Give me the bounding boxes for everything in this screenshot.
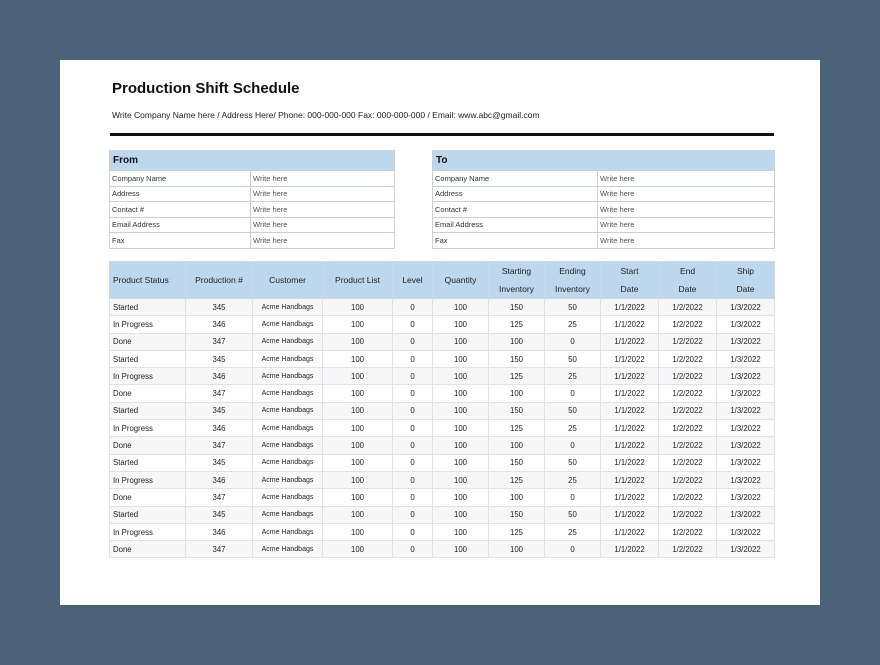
table-cell: 347 <box>186 489 253 506</box>
table-cell: 25 <box>545 471 601 488</box>
from-row <box>110 202 395 218</box>
table-cell: 0 <box>393 454 433 471</box>
table-cell: 0 <box>545 489 601 506</box>
table-cell: 125 <box>489 523 545 540</box>
table-row <box>110 402 775 419</box>
table-cell: 1/3/2022 <box>717 333 775 350</box>
column-header <box>659 262 717 299</box>
table-cell: 25 <box>545 523 601 540</box>
to-field-label: Address <box>433 186 598 202</box>
table-cell: 100 <box>433 523 489 540</box>
column-header <box>110 262 186 299</box>
table-cell: 346 <box>186 420 253 437</box>
table-cell: 150 <box>489 350 545 367</box>
table-cell: 100 <box>323 489 393 506</box>
column-header-line: Quantity <box>444 275 477 285</box>
table-cell: 346 <box>186 316 253 333</box>
column-header-line: End <box>679 266 696 276</box>
table-cell: Acme Handbags <box>253 506 323 523</box>
table-cell: 1/3/2022 <box>717 316 775 333</box>
table-cell: Acme Handbags <box>253 385 323 402</box>
column-header-line: Production # <box>195 275 243 285</box>
table-cell: 345 <box>186 299 253 316</box>
table-cell: 345 <box>186 350 253 367</box>
table-cell: 1/3/2022 <box>717 385 775 402</box>
table-cell: Done <box>110 385 186 402</box>
from-field-label: Fax <box>110 233 251 249</box>
table-cell: 1/1/2022 <box>601 333 659 350</box>
table-cell: Acme Handbags <box>253 471 323 488</box>
table-cell: 0 <box>393 471 433 488</box>
table-cell: Started <box>110 454 186 471</box>
column-header-line: Ending <box>559 266 586 276</box>
table-cell: 1/1/2022 <box>601 454 659 471</box>
table-row <box>110 523 775 540</box>
table-cell: 150 <box>489 506 545 523</box>
table-cell: 0 <box>393 316 433 333</box>
table-cell: 100 <box>489 333 545 350</box>
table-cell: Acme Handbags <box>253 333 323 350</box>
table-cell: 1/1/2022 <box>601 437 659 454</box>
column-header <box>186 262 253 299</box>
table-cell: 1/1/2022 <box>601 385 659 402</box>
table-cell: 0 <box>545 333 601 350</box>
table-cell: 346 <box>186 368 253 385</box>
table-cell: 50 <box>545 402 601 419</box>
table-row <box>110 368 775 385</box>
table-cell: 1/1/2022 <box>601 541 659 558</box>
table-cell: 100 <box>489 385 545 402</box>
table-cell: 100 <box>433 350 489 367</box>
from-row <box>110 171 395 187</box>
table-cell: 100 <box>323 437 393 454</box>
column-header-line: Product Status <box>113 275 169 285</box>
table-cell: 347 <box>186 541 253 558</box>
table-cell: Acme Handbags <box>253 523 323 540</box>
table-cell: 1/1/2022 <box>601 489 659 506</box>
table-cell: 0 <box>393 506 433 523</box>
table-cell: 100 <box>433 402 489 419</box>
table-cell: 100 <box>323 471 393 488</box>
table-cell: 100 <box>323 368 393 385</box>
to-field-value: Write here <box>598 171 775 187</box>
column-header <box>545 262 601 299</box>
table-cell: Started <box>110 506 186 523</box>
table-cell: Acme Handbags <box>253 420 323 437</box>
table-cell: 100 <box>433 368 489 385</box>
table-cell: 1/3/2022 <box>717 299 775 316</box>
table-cell: 125 <box>489 316 545 333</box>
to-row <box>433 233 775 249</box>
to-field-label: Fax <box>433 233 598 249</box>
table-cell: Acme Handbags <box>253 350 323 367</box>
document-sheet <box>60 60 820 605</box>
table-cell: 0 <box>393 402 433 419</box>
table-cell: In Progress <box>110 368 186 385</box>
table-cell: 125 <box>489 471 545 488</box>
table-cell: Started <box>110 402 186 419</box>
from-field-label: Contact # <box>110 202 251 218</box>
table-cell: 1/2/2022 <box>659 316 717 333</box>
table-cell: 1/1/2022 <box>601 420 659 437</box>
from-field-label: Email Address <box>110 217 251 233</box>
table-row <box>110 454 775 471</box>
title-divider <box>110 133 774 136</box>
table-cell: 1/1/2022 <box>601 506 659 523</box>
table-cell: 1/2/2022 <box>659 471 717 488</box>
table-cell: 100 <box>323 541 393 558</box>
table-cell: 100 <box>323 523 393 540</box>
table-cell: 1/3/2022 <box>717 506 775 523</box>
table-row <box>110 437 775 454</box>
table-cell: 100 <box>433 299 489 316</box>
table-cell: 1/1/2022 <box>601 471 659 488</box>
table-cell: 0 <box>545 541 601 558</box>
table-cell: 1/3/2022 <box>717 420 775 437</box>
table-cell: 0 <box>393 368 433 385</box>
table-cell: 346 <box>186 523 253 540</box>
table-cell: 100 <box>323 350 393 367</box>
table-cell: 100 <box>433 437 489 454</box>
table-cell: 50 <box>545 454 601 471</box>
table-cell: Done <box>110 437 186 454</box>
table-cell: 100 <box>489 541 545 558</box>
table-cell: 1/3/2022 <box>717 471 775 488</box>
table-cell: 100 <box>323 454 393 471</box>
table-row <box>110 489 775 506</box>
column-header <box>717 262 775 299</box>
column-header-line: Starting <box>501 266 532 276</box>
table-cell: 345 <box>186 454 253 471</box>
table-cell: Done <box>110 333 186 350</box>
table-cell: 1/1/2022 <box>601 299 659 316</box>
table-cell: Acme Handbags <box>253 541 323 558</box>
table-cell: Started <box>110 350 186 367</box>
to-field-value: Write here <box>598 233 775 249</box>
table-cell: 1/3/2022 <box>717 489 775 506</box>
table-cell: 100 <box>433 385 489 402</box>
table-cell: Acme Handbags <box>253 299 323 316</box>
from-heading: From <box>110 151 395 171</box>
table-cell: 0 <box>393 489 433 506</box>
table-cell: 25 <box>545 368 601 385</box>
table-cell: Acme Handbags <box>253 454 323 471</box>
table-cell: In Progress <box>110 316 186 333</box>
table-cell: 100 <box>323 506 393 523</box>
table-cell: 346 <box>186 471 253 488</box>
table-cell: 1/2/2022 <box>659 368 717 385</box>
table-row <box>110 541 775 558</box>
table-cell: 100 <box>323 385 393 402</box>
from-field-value: Write here <box>251 171 395 187</box>
table-cell: 1/2/2022 <box>659 489 717 506</box>
table-cell: 100 <box>433 489 489 506</box>
table-cell: 50 <box>545 350 601 367</box>
table-cell: 1/3/2022 <box>717 402 775 419</box>
from-row <box>110 233 395 249</box>
table-cell: 1/3/2022 <box>717 454 775 471</box>
table-cell: 1/3/2022 <box>717 350 775 367</box>
table-cell: 125 <box>489 420 545 437</box>
column-header-line: Level <box>402 275 423 285</box>
from-table <box>109 150 395 249</box>
table-cell: 0 <box>393 523 433 540</box>
table-cell: 50 <box>545 299 601 316</box>
table-cell: 100 <box>489 489 545 506</box>
table-cell: Acme Handbags <box>253 402 323 419</box>
column-header <box>323 262 393 299</box>
column-header-line: Date <box>678 284 697 294</box>
table-cell: In Progress <box>110 420 186 437</box>
table-cell: Acme Handbags <box>253 368 323 385</box>
table-cell: 1/2/2022 <box>659 541 717 558</box>
table-cell: 1/3/2022 <box>717 368 775 385</box>
table-cell: 100 <box>323 316 393 333</box>
table-cell: 50 <box>545 506 601 523</box>
table-cell: 1/2/2022 <box>659 350 717 367</box>
to-field-label: Contact # <box>433 202 598 218</box>
table-cell: 0 <box>393 437 433 454</box>
table-cell: 100 <box>323 402 393 419</box>
table-cell: 1/2/2022 <box>659 385 717 402</box>
table-cell: 1/2/2022 <box>659 523 717 540</box>
table-cell: 1/1/2022 <box>601 350 659 367</box>
table-cell: 1/1/2022 <box>601 368 659 385</box>
table-cell: 0 <box>545 437 601 454</box>
column-header <box>433 262 489 299</box>
table-cell: 25 <box>545 420 601 437</box>
table-cell: 347 <box>186 385 253 402</box>
to-field-value: Write here <box>598 202 775 218</box>
column-header <box>601 262 659 299</box>
table-cell: 1/2/2022 <box>659 402 717 419</box>
table-cell: Done <box>110 489 186 506</box>
table-cell: 1/2/2022 <box>659 333 717 350</box>
table-cell: 100 <box>323 420 393 437</box>
column-header <box>393 262 433 299</box>
table-cell: 1/2/2022 <box>659 437 717 454</box>
column-header-line: Inventory <box>555 284 590 294</box>
table-cell: 150 <box>489 299 545 316</box>
from-field-label: Address <box>110 186 251 202</box>
table-cell: 0 <box>393 420 433 437</box>
to-row <box>433 202 775 218</box>
table-cell: 0 <box>393 333 433 350</box>
schedule-table <box>109 261 775 558</box>
table-cell: 100 <box>433 454 489 471</box>
table-cell: 345 <box>186 506 253 523</box>
table-cell: 100 <box>433 316 489 333</box>
from-field-value: Write here <box>251 186 395 202</box>
table-row <box>110 316 775 333</box>
column-header-line: Date <box>620 284 639 294</box>
table-cell: 1/2/2022 <box>659 454 717 471</box>
to-field-value: Write here <box>598 217 775 233</box>
table-cell: 150 <box>489 402 545 419</box>
table-row <box>110 333 775 350</box>
table-cell: 125 <box>489 368 545 385</box>
table-cell: 100 <box>433 541 489 558</box>
table-cell: 100 <box>433 333 489 350</box>
table-cell: 100 <box>323 333 393 350</box>
company-info-line: Write Company Name here / Address Here/ Phone: 000-000-000 Fax: 000-000-000 / Email: www.abc@gmail.com <box>112 110 540 120</box>
table-cell: 100 <box>323 299 393 316</box>
to-field-value: Write here <box>598 186 775 202</box>
table-cell: 1/2/2022 <box>659 299 717 316</box>
table-row <box>110 299 775 316</box>
to-heading: To <box>433 151 775 171</box>
table-cell: Acme Handbags <box>253 437 323 454</box>
table-cell: 100 <box>433 506 489 523</box>
column-header <box>489 262 545 299</box>
table-row <box>110 506 775 523</box>
to-row <box>433 171 775 187</box>
table-cell: 0 <box>393 350 433 367</box>
table-row <box>110 471 775 488</box>
table-cell: 1/1/2022 <box>601 316 659 333</box>
table-cell: 1/1/2022 <box>601 523 659 540</box>
from-field-value: Write here <box>251 233 395 249</box>
table-cell: 1/3/2022 <box>717 437 775 454</box>
column-header-line: Inventory <box>499 284 534 294</box>
column-header-line: Date <box>736 284 755 294</box>
table-cell: 0 <box>393 299 433 316</box>
table-cell: 100 <box>433 471 489 488</box>
table-cell: 0 <box>545 385 601 402</box>
column-header-line: Customer <box>269 275 306 285</box>
table-cell: 25 <box>545 316 601 333</box>
column-header-line: Product List <box>335 275 380 285</box>
to-row <box>433 217 775 233</box>
table-cell: 100 <box>489 437 545 454</box>
table-row <box>110 385 775 402</box>
to-table <box>432 150 775 249</box>
table-row <box>110 350 775 367</box>
table-cell: 0 <box>393 541 433 558</box>
table-cell: 347 <box>186 333 253 350</box>
table-cell: 345 <box>186 402 253 419</box>
column-header-line: Ship <box>736 266 754 276</box>
to-field-label: Company Name <box>433 171 598 187</box>
table-cell: Acme Handbags <box>253 489 323 506</box>
table-cell: 1/1/2022 <box>601 402 659 419</box>
table-cell: 1/3/2022 <box>717 523 775 540</box>
table-cell: Acme Handbags <box>253 316 323 333</box>
table-cell: 1/2/2022 <box>659 506 717 523</box>
to-row <box>433 186 775 202</box>
table-cell: Done <box>110 541 186 558</box>
from-field-value: Write here <box>251 202 395 218</box>
from-field-label: Company Name <box>110 171 251 187</box>
table-cell: 100 <box>433 420 489 437</box>
table-cell: In Progress <box>110 523 186 540</box>
to-field-label: Email Address <box>433 217 598 233</box>
column-header-line: Start <box>620 266 639 276</box>
table-cell: 1/2/2022 <box>659 420 717 437</box>
table-cell: 150 <box>489 454 545 471</box>
table-cell: Started <box>110 299 186 316</box>
table-row <box>110 420 775 437</box>
from-row <box>110 217 395 233</box>
table-cell: 1/3/2022 <box>717 541 775 558</box>
table-cell: In Progress <box>110 471 186 488</box>
table-cell: 0 <box>393 385 433 402</box>
from-field-value: Write here <box>251 217 395 233</box>
from-row <box>110 186 395 202</box>
page-title: Production Shift Schedule <box>112 80 300 97</box>
table-cell: 347 <box>186 437 253 454</box>
column-header <box>253 262 323 299</box>
